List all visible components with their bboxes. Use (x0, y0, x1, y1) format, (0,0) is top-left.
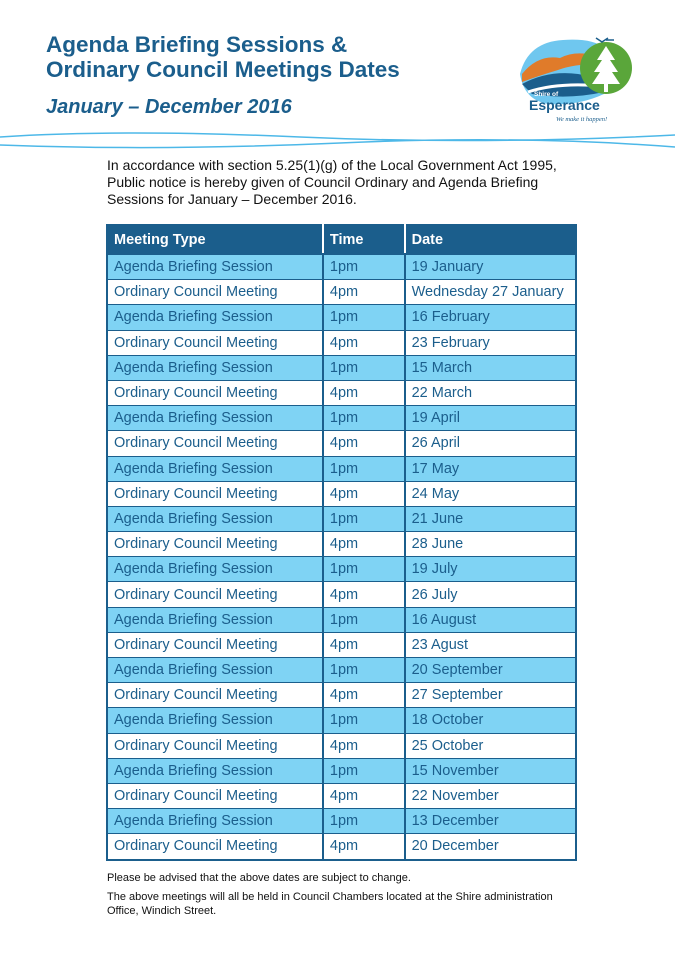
table-row (107, 809, 576, 834)
table-row (107, 557, 576, 582)
cell-date: 19 January (405, 254, 576, 280)
cell-meeting-type: Agenda Briefing Session (107, 456, 323, 481)
logo-shire-of-text: Shire of (534, 91, 559, 98)
table-row (107, 456, 576, 481)
cell-meeting-type: Ordinary Council Meeting (107, 380, 323, 405)
cell-time: 1pm (323, 809, 405, 834)
cell-meeting-type: Ordinary Council Meeting (107, 481, 323, 506)
cell-meeting-type: Ordinary Council Meeting (107, 330, 323, 355)
cell-time: 4pm (323, 632, 405, 657)
cell-date: 27 September (405, 683, 576, 708)
table-row (107, 582, 576, 607)
cell-date: 17 May (405, 456, 576, 481)
cell-time: 1pm (323, 456, 405, 481)
table-row (107, 834, 576, 860)
table-row (107, 305, 576, 330)
header-meeting-type: Meeting Type (107, 225, 323, 254)
cell-meeting-type: Ordinary Council Meeting (107, 280, 323, 305)
table-row (107, 431, 576, 456)
cell-time: 4pm (323, 431, 405, 456)
table-row (107, 708, 576, 733)
cell-date: 24 May (405, 481, 576, 506)
cell-date: 16 February (405, 305, 576, 330)
cell-meeting-type: Agenda Briefing Session (107, 506, 323, 531)
header-date: Date (405, 225, 576, 254)
cell-meeting-type: Ordinary Council Meeting (107, 582, 323, 607)
cell-time: 1pm (323, 254, 405, 280)
cell-meeting-type: Agenda Briefing Session (107, 809, 323, 834)
cell-meeting-type: Ordinary Council Meeting (107, 834, 323, 860)
table-row (107, 607, 576, 632)
logo-tagline-text: We make it happen! (556, 116, 608, 123)
meetings-table (106, 224, 577, 861)
cell-time: 1pm (323, 506, 405, 531)
cell-time: 1pm (323, 406, 405, 431)
cell-time: 4pm (323, 481, 405, 506)
table-body (107, 254, 576, 860)
cell-time: 4pm (323, 330, 405, 355)
decorative-wave-lines (0, 125, 675, 155)
cell-date: 21 June (405, 506, 576, 531)
cell-time: 4pm (323, 582, 405, 607)
cell-meeting-type: Ordinary Council Meeting (107, 431, 323, 456)
table-row (107, 380, 576, 405)
table-row (107, 406, 576, 431)
cell-time: 4pm (323, 834, 405, 860)
cell-time: 4pm (323, 733, 405, 758)
cell-meeting-type: Ordinary Council Meeting (107, 733, 323, 758)
cell-meeting-type: Agenda Briefing Session (107, 305, 323, 330)
cell-meeting-type: Ordinary Council Meeting (107, 532, 323, 557)
change-notice: Please be advised that the above dates are subject to change. (107, 872, 411, 884)
table-row (107, 355, 576, 380)
document-title (46, 32, 400, 82)
table-header-row (107, 225, 576, 254)
cell-date: 18 October (405, 708, 576, 733)
cell-meeting-type: Agenda Briefing Session (107, 607, 323, 632)
venue-notice: The above meetings will all be held in Council Chambers located at the Shire administration Office, Windich Street. (107, 891, 553, 917)
cell-date: 25 October (405, 733, 576, 758)
cell-time: 4pm (323, 783, 405, 808)
title-line-2: Ordinary Council Meetings Dates (46, 57, 400, 82)
table-row (107, 280, 576, 305)
cell-date: 19 July (405, 557, 576, 582)
table-row (107, 683, 576, 708)
cell-time: 1pm (323, 758, 405, 783)
cell-date: 16 August (405, 607, 576, 632)
cell-date: Wednesday 27 January (405, 280, 576, 305)
cell-time: 4pm (323, 380, 405, 405)
cell-date: 20 December (405, 834, 576, 860)
cell-time: 1pm (323, 557, 405, 582)
table-row (107, 783, 576, 808)
cell-time: 4pm (323, 532, 405, 557)
cell-date: 28 June (405, 532, 576, 557)
cell-time: 1pm (323, 708, 405, 733)
logo-name-text: Esperance (529, 97, 600, 113)
table-row (107, 733, 576, 758)
shire-of-esperance-logo (518, 34, 633, 126)
cell-date: 26 April (405, 431, 576, 456)
cell-meeting-type: Agenda Briefing Session (107, 658, 323, 683)
cell-meeting-type: Ordinary Council Meeting (107, 683, 323, 708)
table-row (107, 506, 576, 531)
cell-date: 19 April (405, 406, 576, 431)
cell-meeting-type: Agenda Briefing Session (107, 557, 323, 582)
cell-meeting-type: Agenda Briefing Session (107, 708, 323, 733)
cell-meeting-type: Agenda Briefing Session (107, 355, 323, 380)
table-row (107, 254, 576, 280)
table-row (107, 330, 576, 355)
cell-date: 26 July (405, 582, 576, 607)
cell-meeting-type: Ordinary Council Meeting (107, 783, 323, 808)
cell-time: 1pm (323, 607, 405, 632)
cell-time: 4pm (323, 280, 405, 305)
header-time: Time (323, 225, 405, 254)
table-row (107, 632, 576, 657)
cell-meeting-type: Agenda Briefing Session (107, 254, 323, 280)
cell-date: 22 March (405, 380, 576, 405)
cell-date: 13 December (405, 809, 576, 834)
cell-date: 20 September (405, 658, 576, 683)
cell-date: 22 November (405, 783, 576, 808)
cell-date: 23 Agust (405, 632, 576, 657)
table-row (107, 481, 576, 506)
cell-time: 1pm (323, 355, 405, 380)
cell-date: 15 November (405, 758, 576, 783)
table-row (107, 758, 576, 783)
cell-meeting-type: Agenda Briefing Session (107, 758, 323, 783)
cell-meeting-type: Agenda Briefing Session (107, 406, 323, 431)
intro-paragraph: In accordance with section 5.25(1)(g) of the Local Government Act 1995, Public notice is hereby given of Council Ordinary and Agenda Briefing Sessions for January – December 2016. (107, 157, 557, 207)
cell-time: 4pm (323, 683, 405, 708)
title-line-1: Agenda Briefing Sessions & (46, 32, 348, 57)
cell-date: 15 March (405, 355, 576, 380)
cell-time: 1pm (323, 305, 405, 330)
cell-time: 1pm (323, 658, 405, 683)
table-row (107, 658, 576, 683)
cell-meeting-type: Ordinary Council Meeting (107, 632, 323, 657)
document-subtitle: January – December 2016 (46, 96, 292, 118)
table-row (107, 532, 576, 557)
cell-date: 23 February (405, 330, 576, 355)
